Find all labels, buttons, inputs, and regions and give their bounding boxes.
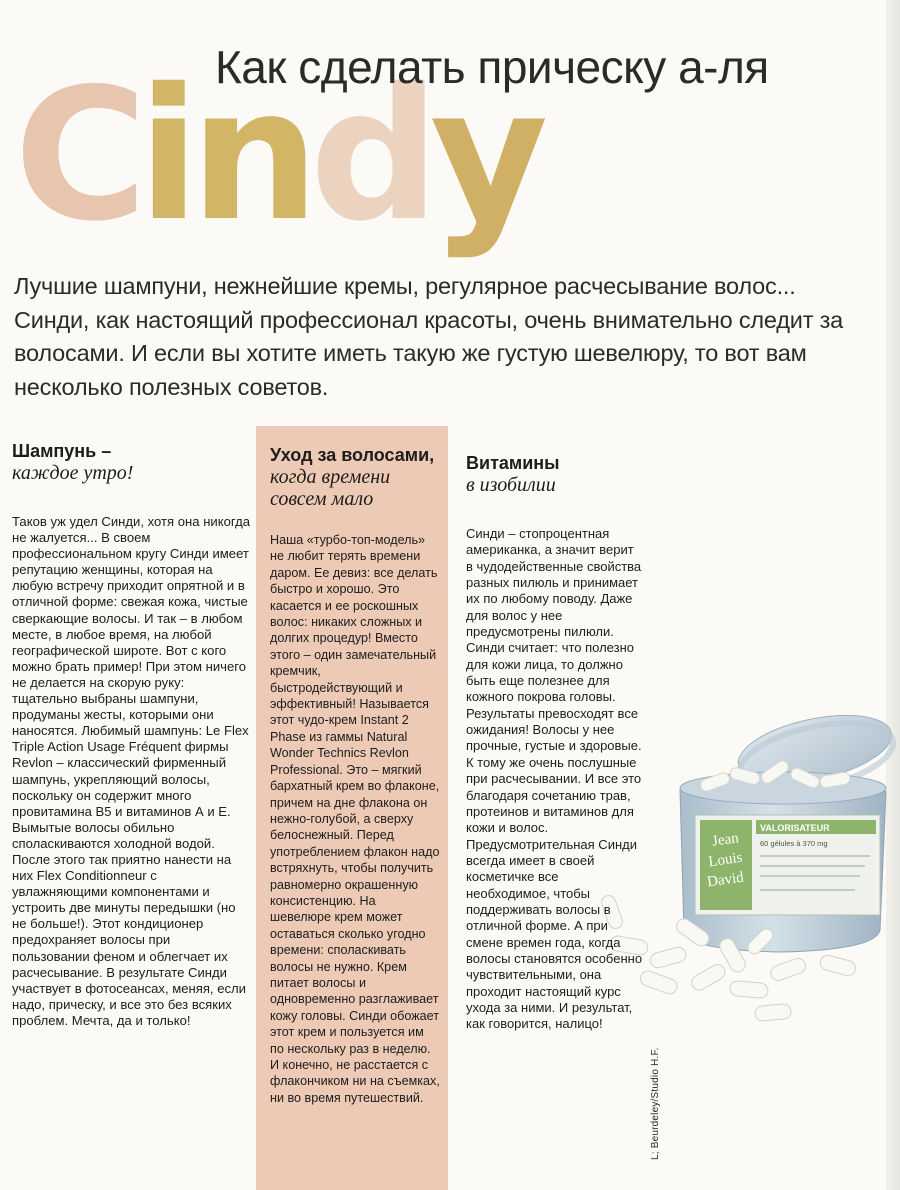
lead-paragraph: Лучшие шампуни, нежнейшие кремы, регулярное расчесывание волос... Синди, как настоящий профессионал красоты, очень внимательно следит за волосами. И если вы хотите иметь такую же густую шевелюру, то вот вам несколько полезных советов. (14, 273, 844, 400)
column-shampoo (12, 440, 250, 1029)
brand-line: David (706, 869, 745, 891)
photo-credit: L; Beurdeley/Studio H.F. (650, 1047, 661, 1160)
brand-line: Jean (711, 830, 740, 850)
sidebar-hair-care (256, 426, 448, 1190)
big-title-letter: n (189, 49, 310, 261)
product-size: 60 gélules à 370 mg (760, 839, 828, 848)
big-title-letter: y (429, 49, 539, 261)
big-title-letter: C (14, 49, 138, 261)
column-body: Синди – стопроцентная американка, а значит верит в чудодейственные свойства разных пилюль и принимает их по любому поводу. Даже для волос у нее предусмотрены пилюли. Синди считает: что полезно для кожи лица, то должно быть еще полезнее для кожного покрова головы. Результаты превосходят все ожидания! Волосы у нее прочные, густые и здоровые. К тому же очень послушные при расчесывании. И все это благодаря сочетанию трав, протеинов и витаминов для кожи и волос. Предусмотрительная Синди всегда имеет в своей косметичке все необходимое, чтобы поддерживать волосы в отличной форме. А при смене времен года, когда волосы становятся особенно чувствительными, она проходит настоящий курс ухода за ними. И результат, как говорится, налицо! (466, 526, 643, 1032)
column-subheading: когда времени совсем мало (270, 466, 391, 510)
column-subheading: в изобилии (466, 474, 556, 496)
big-title-letter: d (309, 49, 430, 261)
brand-line: Louis (707, 849, 744, 871)
column-body: Наша «турбо-топ-модель» не любит терять времени даром. Ее девиз: все делать быстро и хорошо. Это касается и ее роскошных волос: никаких сложных и долгих процедур! Вместо этого – один замечательный кремчик, быстродействующий и эффективный! Называется этот чудо-крем Instant 2 Phase из гаммы Natural Wonder Technics Revlon Professional. Это – мягкий бархатный крем во флаконе, причем на дне флакона он нежно-голубой, а сверху белоснежный. Перед употреблением флакон надо встряхнуть, чтобы получить равномерно окрашенную консистенцию. На шевелюре крем может оставаться сколько угодно времени: споласкивать волосы не нужно. Крем питает волосы и одновременно разглаживает кожу головы. Синди обожает этот крем и пользуется им по нескольку раз в неделю. И конечно, не расстается с флакончиком ни на съемках, ни во время путешествий. (270, 533, 440, 1105)
column-heading: Шампунь – (12, 441, 112, 461)
big-title-letter: i (137, 49, 190, 261)
column-vitamins (466, 452, 644, 1033)
column-body: Таков уж удел Синди, хотя она никогда не жалуется... В своем профессиональном кругу Синди имеет репутацию женщины, которая на любую встречу приходит опрятной и в отличной форме: свежая кожа, чистые сверкающие волосы. И так – в любом месте, в любое время, на любой географической широте. Вот с кого можно брать пример! При этом ничего не делается на скорую руку: тщательно выбраны шампуни, продуманы жесты, которыми они наносятся. Любимый шампунь: Le Flex Triple Action Usage Fréquent фирмы Revlon – классический фирменный шампунь, укрепляющий волосы, поскольку он содержит много провитамина B5 и витаминов А и Е. Вымытые волосы обильно споласкиваются холодной водой. После этого так приятно нанести на них Flex Conditionneur с увлажняющими компонентами и устроить две минуты передышки (но не больше!). Этот кондиционер предохраняет волосы при пользовании феном и облегчает их расчесывание. В результате Синди участвует в фотосеансах, меняя, если надо, прическу, и все это без всяких проблем. Мечта, да и только! (12, 514, 251, 1028)
pretitle: Как сделать прическу а-ля (215, 41, 769, 93)
column-heading: Витамины (466, 453, 560, 473)
column-subheading: каждое утро! (12, 462, 134, 484)
product-name: VALORISATEUR (760, 823, 830, 833)
column-heading: Уход за волосами, (270, 445, 435, 465)
